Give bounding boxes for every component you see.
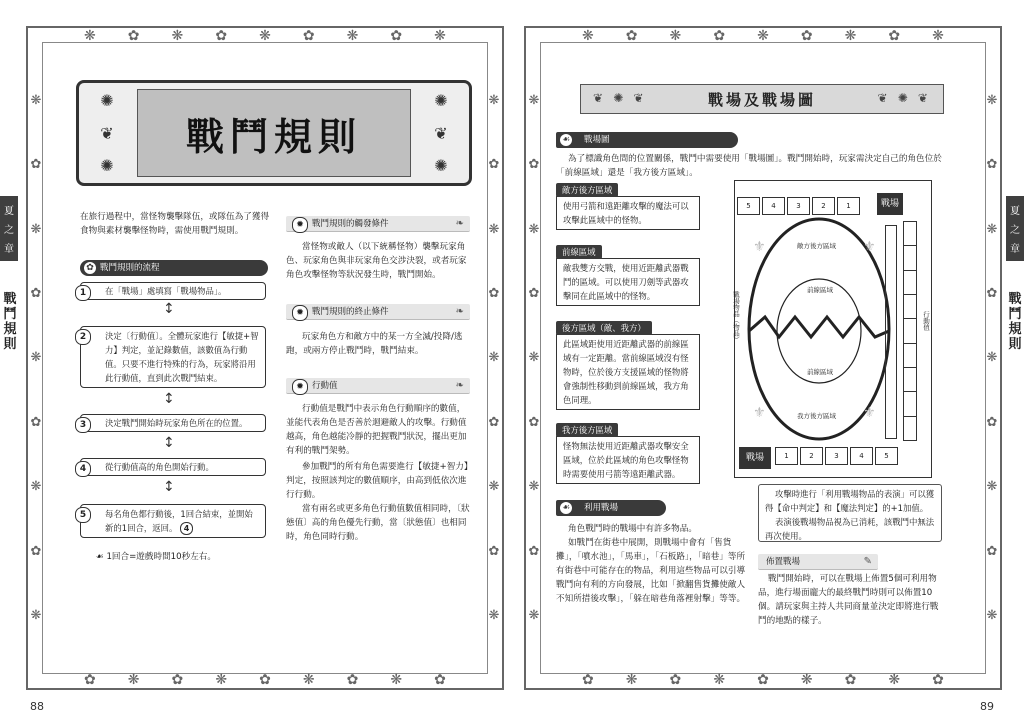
svg-text:⚜: ⚜ <box>863 239 876 255</box>
zone-text: 怪物無法使用近距離武器攻擊安全區域，位於此區域的角色攻擊怪物時需要使用弓箭等遠距離武器。 <box>563 441 689 479</box>
end-section-header <box>286 304 470 320</box>
flower-icon: ✿ <box>84 262 96 274</box>
right-bottom-ornament: ✿ ❋ ✿ ❋ ✿ ❋ ✿ ❋ ✿ <box>582 672 944 688</box>
leaf-icon: ❧ <box>455 218 464 229</box>
action-section-header <box>286 378 470 394</box>
track-cell <box>903 391 917 415</box>
trigger-section-header <box>286 216 470 232</box>
zone-text: 此區域距使用近距離武器的前線區域有一定距離。當前線區域沒有怪物時，位於後方支援區域的怪物將會強制性移動到前線區域，我方角色同理。 <box>563 339 689 405</box>
banner-ornament-left: ❦ ✺ ❦ <box>593 91 647 105</box>
right-top-ornament: ❋ ✿ ❋ ✿ ❋ ✿ ❋ ✿ ❋ <box>582 28 944 44</box>
map-bottom-cell: 2 <box>800 447 823 465</box>
zone-ally-rear <box>556 425 700 484</box>
map-battlefield-label-top: 戰場 <box>877 193 903 215</box>
map-top-cell: 3 <box>787 197 810 215</box>
end-paragraph: 玩家角色方和敵方中的某一方全滅/投降/逃跑，或兩方停止戰鬥時，戰鬥結束。 <box>286 332 463 356</box>
map-enemy-rear-label: 敵方後方區域 <box>797 242 836 250</box>
step-return-number: 4 <box>180 522 193 535</box>
left-top-ornament: ❋ ✿ ❋ ✿ ❋ ✿ ❋ ✿ ❋ <box>84 28 446 44</box>
map-item-column <box>885 225 897 439</box>
right-page-number: 89 <box>980 700 994 713</box>
track-cell <box>903 416 917 441</box>
use-note-box <box>758 484 942 542</box>
left-side-ornament: ❋ ✿ ❋ ✿ ❋ ✿ ❋ ✿ ❋ <box>30 92 42 624</box>
tab-char: 章 <box>1010 244 1020 255</box>
swirl-icon: ☙ <box>561 503 571 513</box>
map-top-cell: 5 <box>737 197 760 215</box>
left-bottom-ornament: ✿ ❋ ✿ ❋ ✿ ❋ ✿ ❋ ✿ <box>84 672 446 688</box>
down-arrow-icon: ↕ <box>163 391 175 407</box>
flow-step-3 <box>80 414 266 432</box>
step-text: 決定〔行動值〕。全體玩家進行【敏捷+智力】判定，並記錄數值，該數值為行動值。只要不進行特殊的行為，玩家將沿用此行動值，直到此次戰鬥結束。 <box>105 331 259 383</box>
section-header-label: 戰鬥規則的觸發條件 <box>312 219 389 229</box>
track-cell <box>903 343 917 367</box>
map-left-vertical-label: 戰場物品（物品） <box>732 291 740 343</box>
zone-tag: 前線區域 <box>556 245 602 259</box>
intro-paragraph: 在旅行過程中，當怪物襲擊隊伍，或隊伍為了獲得食物與素材襲擊怪物時，需使用戰鬥規則。 <box>80 212 270 236</box>
zone-text: 使用弓箭和遠距離攻擊的魔法可以攻擊此區域中的怪物。 <box>563 201 689 225</box>
track-cell <box>903 221 917 245</box>
use-paragraph-2: 如戰鬥在街巷中展開，則戰場中會有「售貨攤」，「噴水池」，「馬車」，「石板路」，「暗巷」等所有街巷中可能存在的物品，利用這些物品可以引導戰鬥向有利的方向發展，比如「掀翻售貨攤使敵人不知所措後攻擊」，「躲在暗巷角落裡射擊」等等。 <box>556 538 746 604</box>
svg-text:⚜: ⚜ <box>753 239 766 255</box>
action-paragraph-1: 行動值是戰鬥中表示角色行動順序的數值，並能代表角色是否善於迴避敵人的攻擊。行動值越高，角色越能冷靜的把握戰鬥狀況，擺出更加有利的戰鬥架勢。 <box>286 404 467 456</box>
section-header-label: 利用戰場 <box>584 503 619 513</box>
track-cell <box>903 270 917 294</box>
footnote <box>96 550 276 564</box>
leaf-icon: ❧ <box>455 380 464 391</box>
section-header-label: 佈置戰場 <box>766 557 801 567</box>
track-cell <box>903 367 917 391</box>
zone-text: 敵我雙方交戰，使用近距離武器戰鬥的區域。可以使用刀劍等武器攻擊同在此區域中的怪物。 <box>563 263 689 301</box>
action-value-track <box>903 221 917 441</box>
chapter-title-box <box>76 80 472 186</box>
track-cell <box>903 318 917 342</box>
map-bottom-cell: 1 <box>775 447 798 465</box>
deploy-paragraph: 戰鬥開始時，可以在戰場上佈置5個可利用物品，進行場面龐大的最終戰鬥時則可以佈置10個。請玩家與主持人共同商量並決定即將進行戰鬥的地點的樣子。 <box>758 574 939 626</box>
zone-tag: 敵方後方區域 <box>556 183 618 197</box>
map-right-vertical-label: 行動值 <box>922 311 930 331</box>
map-front-upper-label: 前線區域 <box>807 286 833 294</box>
step-number: 2 <box>75 329 91 345</box>
banner-ornament-right: ❦ ✺ ❦ <box>877 91 931 105</box>
banner-title: 戰場及戰場圖 <box>707 90 816 109</box>
flow-step-1 <box>80 282 266 300</box>
quill-icon: ✎ <box>863 556 872 567</box>
side-title-char: 規 <box>3 322 17 337</box>
side-title-char: 則 <box>1008 337 1022 352</box>
zone-enemy-rear <box>556 185 700 230</box>
side-title-char: 戰 <box>1008 292 1022 307</box>
swirl-icon: ☙ <box>561 135 571 145</box>
right-side-title <box>1008 292 1022 352</box>
trigger-paragraph: 當怪物或敵人（以下統稱怪物）襲擊玩家角色、玩家角色與非玩家角色交涉決裂，或者玩家角色攻擊怪物等狀況發生時，戰鬥開始。 <box>286 242 467 280</box>
side-title-char: 則 <box>3 337 17 352</box>
chapter-title: 戰鬥規則 <box>137 89 411 177</box>
sun-icon: ✹ <box>292 379 308 395</box>
svg-text:⚜: ⚜ <box>753 405 766 421</box>
step-text: 在「戰場」處填寫「戰場物品」。 <box>105 286 227 296</box>
side-title-char: 戰 <box>3 292 17 307</box>
map-section-header <box>556 132 738 148</box>
battlefield-map <box>734 180 932 478</box>
track-cell <box>903 245 917 269</box>
svg-text:⚜: ⚜ <box>863 405 876 421</box>
flow-step-5 <box>80 504 266 538</box>
down-arrow-icon: ↕ <box>163 479 175 495</box>
down-arrow-icon: ↕ <box>163 435 175 451</box>
track-cell <box>903 294 917 318</box>
map-top-cell: 4 <box>762 197 785 215</box>
side-title-char: 鬥 <box>1008 307 1022 322</box>
note-icon: ☙ <box>96 552 107 562</box>
use-section-header <box>556 500 666 516</box>
right-chapter-tab <box>1006 196 1024 261</box>
use-paragraph-1: 角色戰鬥時的戰場中有許多物品。 <box>568 524 697 534</box>
step-number: 1 <box>75 285 91 301</box>
action-paragraph-3: 當有兩名或更多角色行動值數值相同時，〔狀態值〕高的角色優先行動，當〔狀態值〕也相同時，角色同時行動。 <box>286 504 470 542</box>
map-shapes <box>735 181 931 477</box>
tab-char: 之 <box>1010 225 1020 236</box>
use-note-text: 攻擊時進行「利用戰場物品的表演」可以獲得【命中判定】和【魔法判定】的+1加值。 <box>765 489 935 513</box>
tab-char: 章 <box>4 244 14 255</box>
left-page-number: 88 <box>30 700 44 713</box>
tab-char: 之 <box>4 225 14 236</box>
sun-icon: ✹ <box>292 217 308 233</box>
zone-front <box>556 247 700 306</box>
tab-char: 夏 <box>1010 206 1020 217</box>
step-number: 4 <box>75 461 91 477</box>
section-header-label: 行動值 <box>312 381 338 391</box>
leaf-icon: ❧ <box>455 306 464 317</box>
flow-step-4 <box>80 458 266 476</box>
left-side-ornament-2: ❋ ✿ ❋ ✿ ❋ ✿ ❋ ✿ ❋ <box>488 92 500 624</box>
step-text: 從行動值高的角色開始行動。 <box>105 462 214 472</box>
right-side-ornament-2: ❋ ✿ ❋ ✿ ❋ ✿ ❋ ✿ ❋ <box>986 92 998 624</box>
map-battlefield-label-bottom: 戰場 <box>739 447 771 469</box>
side-title-char: 鬥 <box>3 307 17 322</box>
zone-rear <box>556 323 700 410</box>
sun-icon: ✹ <box>292 305 308 321</box>
right-side-ornament: ❋ ✿ ❋ ✿ ❋ ✿ ❋ ✿ ❋ <box>528 92 540 624</box>
section-header-label: 戰場圖 <box>584 135 610 145</box>
map-bottom-cell: 4 <box>850 447 873 465</box>
side-title-char: 規 <box>1008 322 1022 337</box>
step-text: 每名角色都行動後，1回合結束，並開始新的1回合，返回。 <box>105 509 253 533</box>
use-note-text-2: 表演後戰場物品視為已消耗，該戰鬥中無法再次使用。 <box>765 517 935 541</box>
map-intro: 為了標識角色間的位置關係，戰鬥中需要使用「戰場圖」。戰鬥開始時，玩家需決定自己的角色位於「前線區域」還是「我方後方區域」。 <box>556 154 942 178</box>
map-top-cell: 2 <box>812 197 835 215</box>
left-side-title <box>3 292 17 352</box>
step-text: 決定戰鬥開始時玩家角色所在的位置。 <box>105 418 248 428</box>
step-number: 3 <box>75 417 91 433</box>
map-front-lower-label: 前線區域 <box>807 368 833 376</box>
flow-step-2 <box>80 326 266 388</box>
title-deco-right: ✺ ❦ ✺ <box>434 91 448 175</box>
section-header-label: 戰鬥規則的流程 <box>100 263 160 273</box>
map-bottom-cell: 3 <box>825 447 848 465</box>
left-chapter-tab <box>0 196 18 261</box>
zone-tag: 後方區域（敵、我方） <box>556 321 652 335</box>
map-ally-rear-label: 我方後方區域 <box>797 412 836 420</box>
step-number: 5 <box>75 507 91 523</box>
deploy-section-header <box>758 554 878 570</box>
tab-char: 夏 <box>4 206 14 217</box>
map-bottom-cell: 5 <box>875 447 898 465</box>
title-deco-left: ✺ ❦ ✺ <box>100 91 114 175</box>
flow-section-header <box>80 260 268 276</box>
action-paragraph-2: 參加戰鬥的所有角色需要進行【敏捷+智力】判定，按照該判定的數值順序，由高到低依次進行行動。 <box>286 462 469 500</box>
zone-tag: 我方後方區域 <box>556 423 618 437</box>
section-header-label: 戰鬥規則的終止條件 <box>312 307 389 317</box>
section-banner <box>580 84 944 114</box>
map-top-cell: 1 <box>837 197 860 215</box>
footnote-text: 1回合=遊戲時間10秒左右。 <box>106 552 216 562</box>
down-arrow-icon: ↕ <box>163 301 175 317</box>
